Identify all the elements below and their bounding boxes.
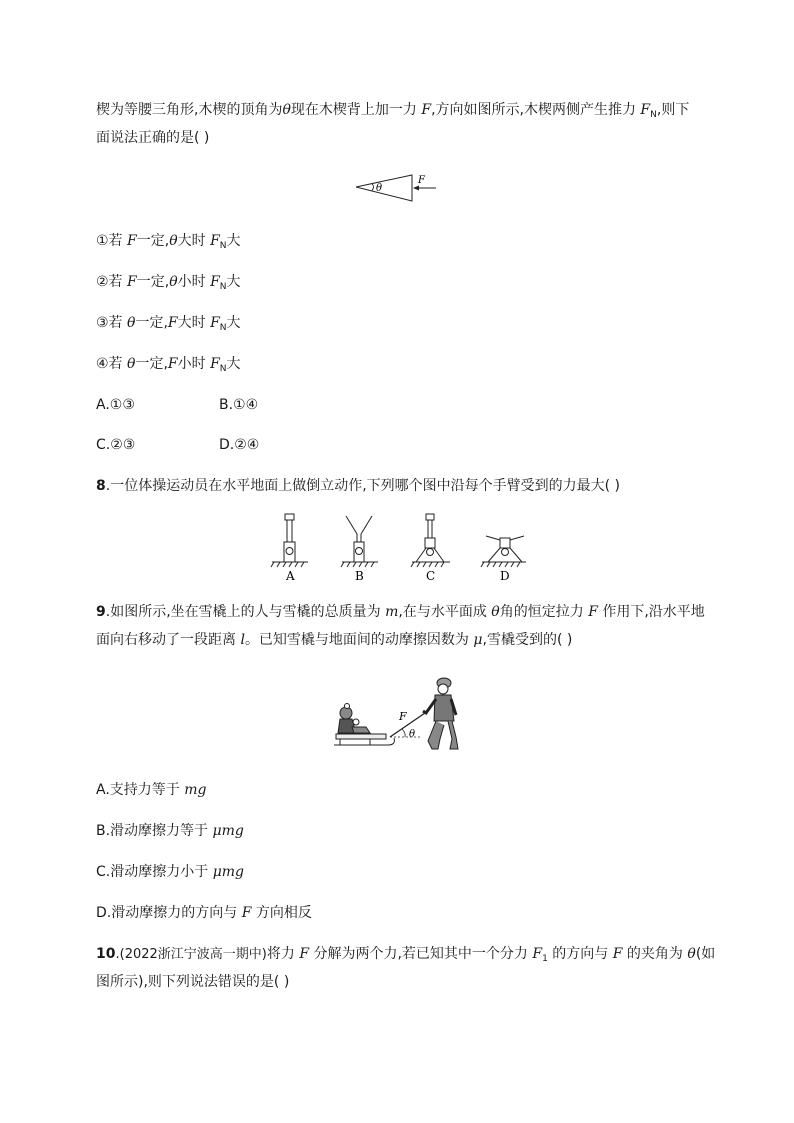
- wedge-triangle: [356, 175, 412, 201]
- q8-line: [96, 476, 620, 496]
- q10-line-2: 图所示),则下列说法错误的是( ): [96, 974, 290, 990]
- adult-figure: [423, 678, 458, 749]
- pull-rope: [390, 713, 425, 737]
- q10-line-1: 10.(2022浙江宁波高一期中)将力 F 分解为两个力,若已知其中一个分力 $F_1$ 的方向与 F 的夹角为 θ(如: [96, 946, 716, 964]
- angle-arc: [402, 729, 405, 737]
- statement-4: ④若 θ一定,F小时 $F_N$大: [96, 356, 241, 374]
- var-theta: θ: [282, 102, 291, 118]
- theta-label: θ: [376, 183, 383, 194]
- option-c: C.②③: [96, 437, 136, 453]
- q9-option-b: B.滑动摩擦力等于 μmg: [96, 823, 244, 839]
- handstand-c: [411, 514, 450, 567]
- subscript: N: [650, 110, 657, 120]
- var-fn: F: [640, 102, 651, 118]
- text: ,则下: [656, 102, 690, 118]
- label-b: B: [355, 569, 364, 583]
- question-source: .(2022浙江宁波高一期中): [115, 947, 267, 962]
- option-a: A.①③: [96, 397, 135, 413]
- handstand-a: [271, 514, 308, 567]
- text: 现在木楔背上加一力: [290, 102, 417, 118]
- question-number: 10: [96, 946, 116, 962]
- text: 面说法正确的是( ): [96, 130, 210, 146]
- q7-line-2: [96, 128, 209, 148]
- sled-and-child: [334, 704, 394, 746]
- statement-3: ③若 θ一定,F大时 $F_N$大: [96, 315, 241, 333]
- question-number: 8: [96, 478, 106, 494]
- var-f: F: [421, 102, 432, 118]
- handstand-figure: [260, 512, 540, 584]
- q9-option-c: C.滑动摩擦力小于 μmg: [96, 864, 245, 880]
- wedge-figure: [350, 172, 450, 206]
- statement-2: ②若 F一定,θ小时 $F_N$大: [96, 274, 241, 292]
- question-number: 9: [96, 604, 106, 620]
- q9-option-d: D.滑动摩擦力的方向与 F 方向相反: [96, 905, 312, 921]
- statement-1: ①若 F一定,θ大时 $F_N$大: [96, 233, 241, 251]
- label-a: A: [286, 569, 295, 583]
- f-label: F: [399, 710, 407, 723]
- text: ,方向如图所示,木楔两侧产生推力: [431, 102, 636, 118]
- option-b: B.①④: [219, 397, 259, 413]
- q9-line-1: 9.如图所示,坐在雪橇上的人与雪橇的总质量为 m,在与水平面成 θ角的恒定拉力 F 作用下,沿水平地: [96, 604, 705, 620]
- angle-arc: [372, 184, 374, 191]
- sled-figure: [330, 675, 465, 757]
- f-label: F: [418, 175, 425, 186]
- label-c: C: [426, 569, 436, 583]
- question-text: .一位体操运动员在水平地面上做倒立动作,下列哪个图中沿每个手臂受到的力最大( ): [105, 478, 621, 494]
- q9-line-2: 面向右移动了一段距离 l。已知雪橇与地面间的动摩擦因数为 μ,雪橇受到的( ): [96, 632, 573, 648]
- handstand-b: [341, 516, 378, 567]
- q9-option-a: A.支持力等于 mg: [96, 782, 207, 798]
- arrow-head: [413, 186, 419, 191]
- text: 楔为等腰三角形,木楔的顶角为: [96, 102, 283, 118]
- q7-line-1: [96, 100, 689, 122]
- option-d: D.②④: [219, 437, 260, 453]
- handstand-d: [481, 536, 526, 567]
- theta-label: θ: [409, 729, 416, 740]
- label-d: D: [500, 569, 510, 583]
